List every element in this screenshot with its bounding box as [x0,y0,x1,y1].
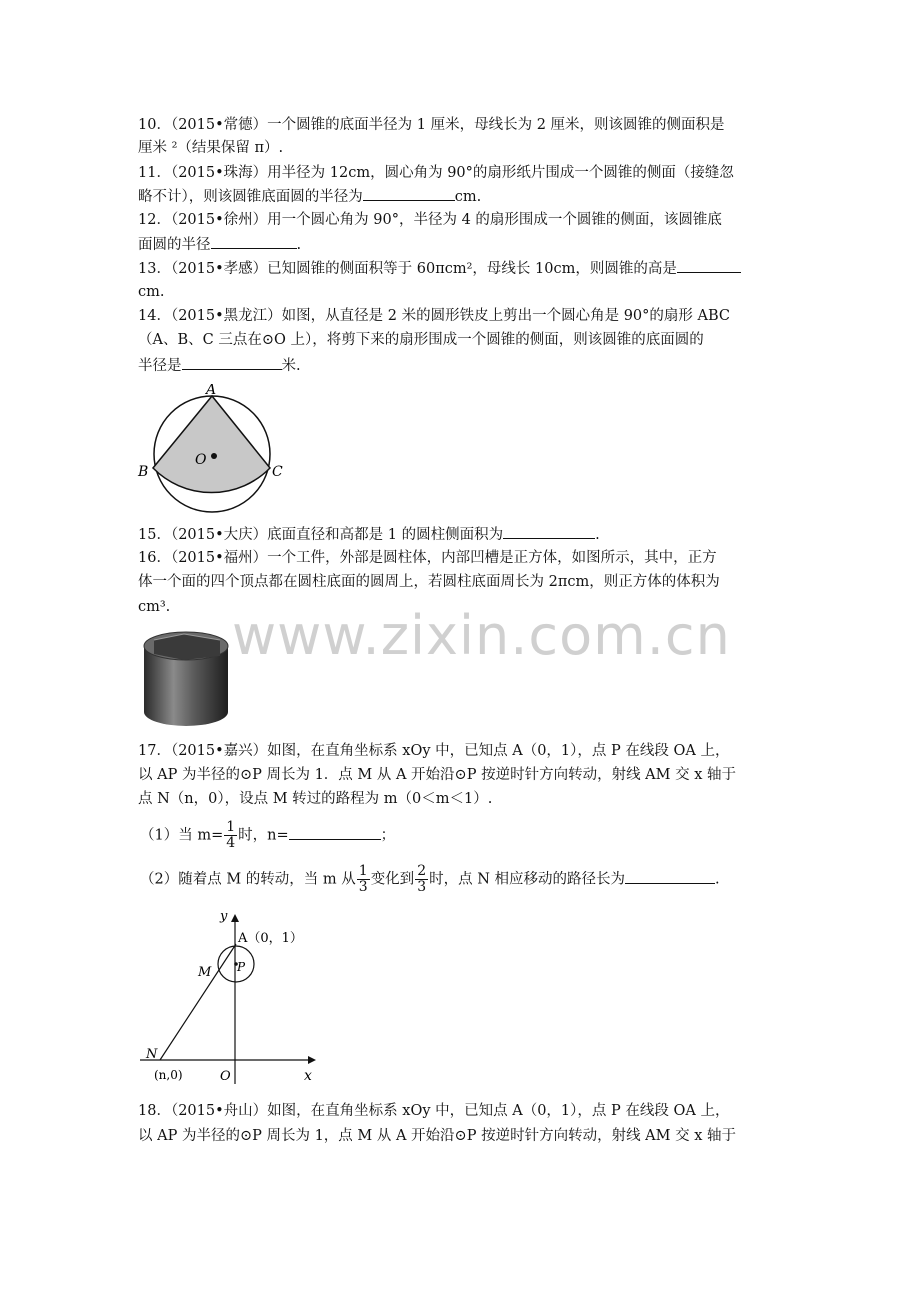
q17-part1 [140,820,786,851]
q14-line2: （A、B、C 三点在⊙O 上），将剪下来的扇形围成一个圆锥的侧面，则该圆锥的底面圆的 [138,332,704,348]
q15-end: . [595,527,600,543]
q13-answer-blank[interactable] [677,257,741,273]
q14-line3 [138,354,784,377]
q17-label-n0: (n,0) [154,1068,183,1082]
q14-label-c: C [272,464,283,480]
q18-line1: 18．（2015•舟山）如图，在直角坐标系 xOy 中，已知点 A（0，1），点 P 在线段 OA 上， [138,1103,730,1119]
q16-line3: cm³. [138,599,171,615]
q17-part2-fraction1 [357,864,370,895]
q17-part2-answer-blank[interactable] [625,868,715,884]
q13-line1-text: 13．（2015•孝感）已知圆锥的侧面积等于 60πcm²，母线长 10cm，则圆锥的高是 [138,261,677,277]
q14-label-o: O [195,452,207,468]
q14-answer-blank[interactable] [182,354,282,370]
q12-line2-text: 面圆的半径 [138,237,211,253]
q15-line1 [138,523,784,546]
q17-part2-num1: 1 [358,863,368,879]
q14-label-a: A [206,384,217,398]
q17-part2 [140,864,786,895]
q15-line1-text: 15．（2015•大庆）底面直径和高都是 1 的圆柱侧面积为 [138,527,504,543]
q17-label-x: x [304,1068,312,1084]
q17-ray-am [160,944,236,1060]
q17-line2: 以 AP 为半径的⊙P 周长为 1．点 M 从 A 开始沿⊙P 按逆时针方向转动，射线 AM 交 x 轴于 [138,767,736,783]
q16-figure [140,626,232,730]
watermark: www.zixin.com.cn [232,604,731,667]
q17-part2-text-a: （2）随着点 M 的转动，当 m 从 [140,871,356,888]
q17-line1: 17．（2015•嘉兴）如图，在直角坐标系 xOy 中，已知点 A（0，1），点 P 在线段 OA 上， [138,743,730,759]
q17-part2-den2: 3 [417,879,427,895]
q14-line3-text: 半径是 [138,358,182,374]
q13-line2: cm. [138,284,165,300]
q17-part1-text-c: ； [380,827,396,844]
q14-sector [153,396,270,493]
q17-part2-text-d: . [715,871,720,888]
q17-part2-text-c: 时，点 N 相应移动的路径长为 [429,871,626,888]
q13-line1 [138,257,784,280]
q17-part1-answer-blank[interactable] [289,824,381,840]
q16-line2: 体一个面的四个顶点都在圆柱底面的圆周上，若圆柱底面周长为 2πcm，则正方体的体积为 [138,574,720,590]
q17-part1-num: 1 [226,819,236,835]
q14-label-b: B [138,464,149,480]
q10-line1: 10．（2015•常德）一个圆锥的底面半径为 1 厘米，母线长为 2 厘米，则该圆锥的侧面积是 [138,117,725,133]
q17-part1-fraction [224,820,237,851]
q11-unit: cm. [454,189,482,205]
q16-line1: 16．（2015•福州）一个工件，外部是圆柱体，内部凹槽是正方体，如图所示，其中，正方 [138,550,717,566]
q17-part2-num2: 2 [417,863,427,879]
q14-unit: 米. [281,358,301,374]
q17-label-n: N [146,1047,158,1062]
q17-label-a: A（0，1） [238,931,303,946]
q17-figure [136,908,326,1086]
q17-y-arrow [231,914,239,922]
q14-figure [134,384,284,516]
q17-label-p: P [237,960,246,974]
q14-center-dot [211,453,217,459]
q17-part1-text-a: （1）当 m= [140,827,224,844]
q17-part1-den: 4 [226,835,236,851]
q17-line3: 点 N（n，0），设点 M 转过的路程为 m（0＜m＜1）. [138,791,493,807]
q14-line1: 14．（2015•黑龙江）如图，从直径是 2 米的圆形铁皮上剪出一个圆心角是 90°的扇形 ABC [138,308,731,324]
q17-x-arrow [308,1056,316,1064]
q11-line2-text: 略不计），则该圆锥底面圆的半径为 [138,189,363,205]
q11-answer-blank[interactable] [363,185,455,201]
q11-line2 [138,185,784,208]
q10-line2: 厘米 ²（结果保留 π）. [138,140,284,156]
q11-line1: 11．（2015•珠海）用半径为 12cm，圆心角为 90°的扇形纸片围成一个圆锥的侧面（接缝忽 [138,165,734,181]
q17-part2-den1: 3 [358,879,368,895]
q12-line1: 12．（2015•徐州）用一个圆心角为 90°，半径为 4 的扇形围成一个圆锥的侧面，该圆锥底 [138,212,722,228]
q17-label-o: O [220,1069,231,1084]
q12-line2 [138,233,784,256]
q12-answer-blank[interactable] [211,233,297,249]
q17-part2-text-b: 变化到 [370,871,415,888]
q17-label-y: y [220,909,228,924]
q18-line2: 以 AP 为半径的⊙P 周长为 1，点 M 从 A 开始沿⊙P 按逆时针方向转动，射线 AM 交 x 轴于 [138,1128,736,1144]
q15-answer-blank[interactable] [503,523,595,539]
q12-end: . [296,237,302,253]
q17-label-m: M [198,965,212,980]
q17-part1-text-b: 时，n= [238,827,289,844]
q17-part2-fraction2 [415,864,428,895]
